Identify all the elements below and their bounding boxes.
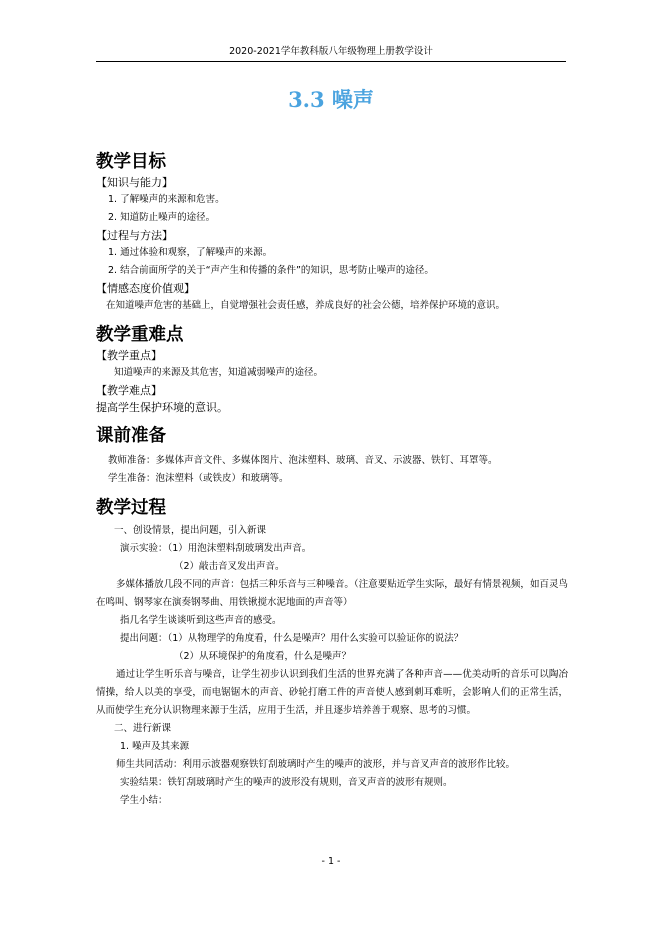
focus-label: 【教学重点】: [96, 349, 162, 362]
part2-title: 二、进行新课: [114, 723, 172, 734]
question-2: （2）从环境保护的角度看，什么是噪声？: [174, 651, 352, 662]
document-body: [96, 150, 568, 810]
page-title: 3.3 噪声: [288, 87, 374, 112]
section-heading-goals: 教学目标: [96, 152, 166, 172]
multimedia-paragraph: 多媒体播放几段不同的声音：包括三种乐音与三种噪音。（注意要贴近学生实际，最好有情景视频，如百灵鸟在鸣叫、钢琴家在演奏钢琴曲、用铁锹搅水泥地面的声音等）: [96, 579, 568, 608]
emotion-label: 【情感态度价值观】: [96, 282, 195, 295]
header-rule: [96, 61, 566, 62]
demo-experiment-2: （2）敲击音叉发出声音。: [174, 561, 285, 572]
emotion-item-1: 在知道噪声危害的基础上，自觉增强社会责任感，养成良好的社会公德，培养保护环境的意识。: [106, 300, 506, 311]
experiment-result: 实验结果：铁钉刮玻璃时产生的噪声的波形没有规则，音叉声音的波形有规则。: [120, 777, 453, 788]
student-preparation: 学生准备：泡沫塑料（或铁皮）和玻璃等。: [108, 473, 289, 484]
process-method-label: 【过程与方法】: [96, 229, 173, 242]
difficulty-item-1: 提高学生保护环境的意识。: [96, 401, 228, 414]
knowledge-item-2: 2. 知道防止噪声的途径。: [108, 212, 216, 223]
demo-experiment-1: 演示实验：（1）用泡沫塑料刮玻璃发出声音。: [120, 543, 312, 554]
item-noise-source: 1. 噪声及其来源: [120, 741, 190, 752]
invite-students: 指几名学生谈谈听到这些声音的感受。: [120, 615, 282, 626]
section-heading-key-points: 教学重难点: [96, 325, 184, 345]
question-1: 提出问题：（1）从物理学的角度看，什么是噪声？用什么实验可以验证你的说法？: [120, 633, 464, 644]
section-heading-process: 教学过程: [96, 498, 166, 518]
teacher-preparation: 教师准备：多媒体声音文件、多媒体图片、泡沫塑料、玻璃、音叉、示波器、铁钉、耳罩等。: [108, 455, 498, 466]
summary-paragraph: 通过让学生听乐音与噪音，让学生初步认识到我们生活的世界充满了各种声音——优美动听的音乐可以陶冶情操，给人以美的享受，而电锯锯木的声音、砂轮打磨工件的声音使人感到刺耳难听，会影响人们的正常生活，从而使学生充分认识物理来源于生活，应用于生活，并且逐步培养善于观察、思考的习惯。: [96, 669, 568, 716]
page-number: - 1 -: [321, 856, 341, 867]
knowledge-item-1: 1. 了解噪声的来源和危害。: [108, 194, 225, 205]
part1-title: 一、创设情景，提出问题，引入新课: [114, 525, 267, 536]
knowledge-label: 【知识与能力】: [96, 176, 173, 189]
process-method-item-1: 1. 通过体验和观察，了解噪声的来源。: [108, 247, 273, 258]
section-heading-preparation: 课前准备: [96, 426, 166, 446]
difficulty-label: 【教学难点】: [96, 384, 162, 397]
student-summary: 学生小结：: [120, 795, 168, 806]
process-method-item-2: 2. 结合前面所学的关于“声产生和传播的条件”的知识，思考防止噪声的途径。: [108, 265, 434, 276]
activity-paragraph: 师生共同活动：利用示波器观察铁钉刮玻璃时产生的噪声的波形，并与音叉声音的波形作比较。: [116, 759, 516, 770]
page-header: 2020-2021学年教科版八年级物理上册教学设计: [229, 46, 433, 57]
focus-item-1: 知道噪声的来源及其危害，知道减弱噪声的途径。: [114, 367, 324, 378]
